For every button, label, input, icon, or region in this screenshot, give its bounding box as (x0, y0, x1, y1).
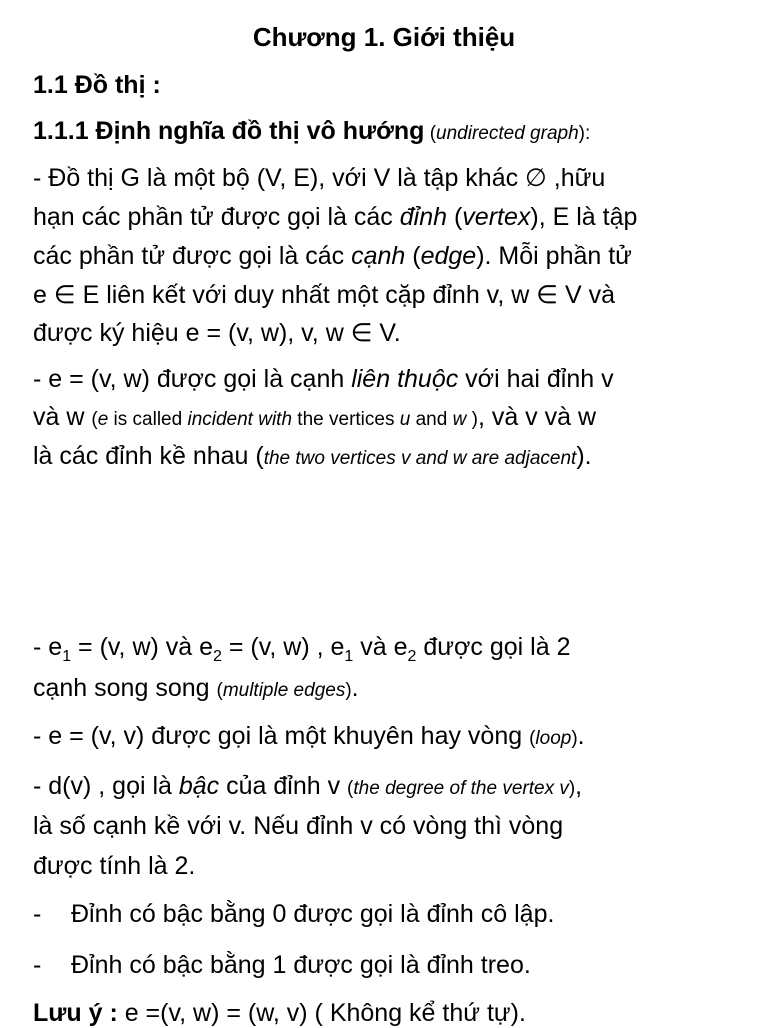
paragraph-3-line-1 (33, 632, 571, 665)
text: ( (216, 680, 223, 701)
text: - e = (v, v) được gọi là một khuyên hay vòng (33, 722, 530, 750)
text: ( (447, 203, 463, 231)
text: - e (33, 633, 63, 661)
text: ) (345, 680, 352, 701)
note-label: Lưu ý : (33, 999, 118, 1027)
paren-close: ): (578, 123, 591, 144)
english-adjacent: the two vertices v and w are adjacent (263, 448, 577, 469)
bullet-dash: - (33, 900, 42, 928)
section-heading-1-1: 1.1 Đồ thị : (33, 71, 161, 99)
paragraph-1-line-1: - Đồ thị G là một bộ (V, E), với V là tập khác ∅ ,hữu (33, 164, 606, 192)
text: - d(v) , gọi là (33, 772, 179, 800)
text: w (452, 409, 467, 430)
text: cạnh song song (33, 674, 217, 702)
term-vertex-en: vertex (462, 203, 531, 231)
text: and (410, 409, 453, 430)
text: ) (571, 728, 578, 749)
heading-text: 1.1.1 Định nghĩa đồ thị vô hướng (33, 117, 425, 145)
subscript: 1 (62, 648, 72, 665)
paragraph-1-line-3 (33, 241, 632, 271)
page-title: Chương 1. Giới thiệu (252, 22, 516, 52)
text: u (399, 409, 411, 430)
text: ). Mỗi phần tử (476, 242, 632, 270)
text: . (577, 722, 585, 750)
text: ). (576, 442, 592, 470)
text: = (v, w) và e (71, 633, 214, 661)
term-incident: liên thuộc (351, 365, 459, 393)
list-item (33, 950, 531, 980)
text: ) (466, 409, 478, 430)
text: của đỉnh v (219, 772, 348, 800)
subscript: 1 (344, 648, 354, 665)
subscript: 2 (407, 648, 417, 665)
paragraph-2-line-2 (33, 402, 596, 435)
text: is called (108, 409, 188, 430)
paragraph-1-line-5: được ký hiệu e = (v, w), v, w ∈ V. (33, 319, 401, 347)
text: được gọi là 2 (416, 633, 571, 661)
english-multiple-edges: multiple edges (222, 680, 346, 701)
note-text: e =(v, w) = (w, v) ( Không kể thứ tự). (117, 999, 526, 1027)
text: là các đỉnh kề nhau ( (33, 442, 264, 470)
bullet-dash: - (33, 951, 42, 979)
paragraph-3-line-2 (33, 673, 359, 706)
text: ) (568, 778, 576, 799)
text: , và v và w (477, 403, 597, 431)
paragraph-5-line-3: được tính là 2. (33, 852, 196, 880)
text: ( (405, 242, 421, 270)
term-edge-vi: cạnh (351, 242, 406, 270)
list-item-text: Đỉnh có bậc bằng 1 được gọi là đỉnh treo. (71, 951, 531, 979)
paragraph-1-line-2 (33, 202, 637, 232)
paragraph-2-line-3 (33, 441, 592, 474)
paragraph-2-line-1 (33, 364, 614, 394)
text: ), E là tập (530, 203, 638, 231)
paragraph-5-line-1 (33, 771, 582, 804)
list-item (33, 899, 554, 929)
paragraph-5-line-2: là số cạnh kề với v. Nếu đỉnh v có vòng thì vòng (33, 812, 564, 840)
english-term: undirected graph (436, 123, 579, 144)
text: hạn các phần tử được gọi là các (33, 203, 400, 231)
text: e (97, 409, 109, 430)
text: các phần tử được gọi là các (33, 242, 352, 270)
term-vertex-vi: đỉnh (399, 203, 448, 231)
text: . (351, 674, 359, 702)
term-degree: bậc (178, 772, 220, 800)
term-edge-en: edge (420, 242, 477, 270)
list-item-text: Đỉnh có bậc bằng 0 được gọi là đỉnh cô lập. (71, 900, 555, 928)
text: và w (33, 403, 92, 431)
text: the vertices (292, 409, 400, 430)
text: ( (529, 728, 536, 749)
subscript: 2 (213, 648, 222, 665)
text: - e = (v, w) được gọi là cạnh (33, 365, 352, 393)
text: incident with (187, 409, 293, 430)
paren-open: ( (424, 123, 437, 144)
text: với hai đỉnh v (458, 365, 614, 393)
english-loop: loop (535, 728, 572, 749)
text: ( (347, 778, 354, 799)
paragraph-4 (33, 721, 585, 754)
paragraph-1-line-4: e ∈ E liên kết với duy nhất một cặp đỉnh v, w ∈ V và (33, 281, 615, 309)
text: = (v, w) , e (221, 633, 345, 661)
text: ( (91, 409, 98, 430)
section-heading-1-1-1 (33, 116, 590, 149)
text: , (575, 772, 583, 800)
text: và e (353, 633, 408, 661)
english-degree: the degree of the vertex v (353, 778, 569, 799)
